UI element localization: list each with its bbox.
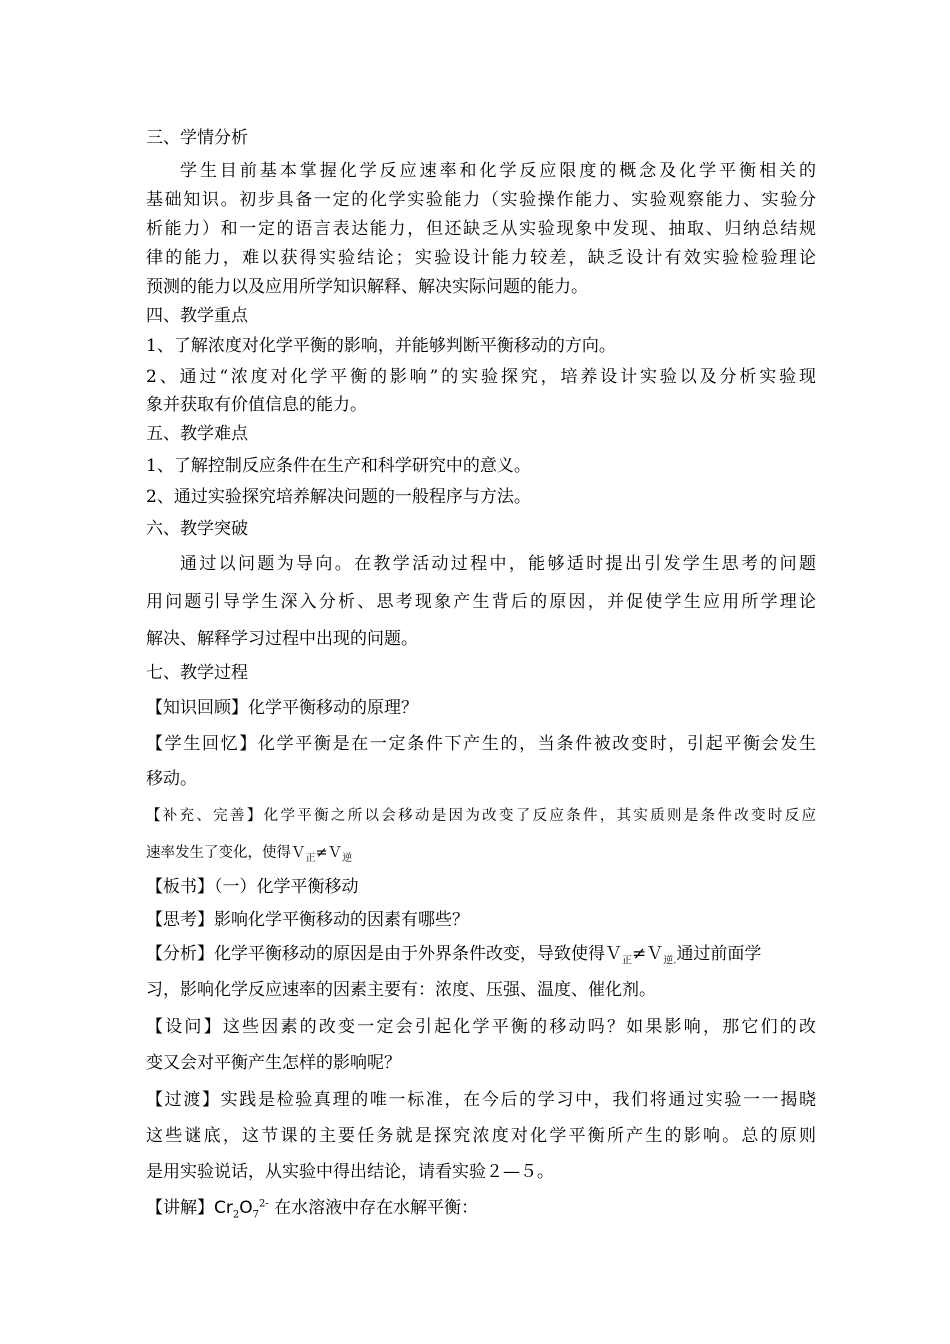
chromium-symbol: Cr: [214, 1198, 233, 1218]
analysis-forward-subscript: 正: [622, 955, 632, 967]
analysis-line-1-tail: 通过前面学: [676, 944, 762, 964]
board-writing: 【板书】（一）化学平衡移动: [146, 877, 359, 897]
supplement-line-2: [146, 842, 816, 864]
oxygen-symbol: O: [239, 1198, 253, 1218]
analysis-line-1: [146, 943, 816, 965]
section-6-heading: 六、教学突破: [146, 519, 248, 539]
section-3-paragraph-line-4: 律的能力，难以获得实验结论；实验设计能力较差，缺乏设计有效实验检验理论: [146, 248, 816, 268]
transition-line-3: 是用实验说话，从实验中得出结论，请看实验２—５。: [146, 1162, 554, 1182]
not-equal-symbol: ≠Ｖ: [315, 845, 343, 861]
supplement-line-1: 【补充、完善】化学平衡之所以会移动是因为改变了反应条件，其实质则是条件改变时反应: [146, 808, 816, 824]
section-6-paragraph-line-1: 通过以问题为导向。在教学活动过程中，能够适时提出引发学生思考的问题: [180, 554, 816, 574]
section-3-paragraph-line-3: 析能力）和一定的语言表达能力，但还缺乏从实验现象中发现、抽取、归纳总结规: [146, 219, 816, 239]
velocity-reverse-subscript: 逆: [342, 852, 353, 864]
student-recall-line-1: 【学生回忆】化学平衡是在一定条件下产生的，当条件被改变时，引起平衡会发生: [146, 734, 816, 754]
explanation-label: 【讲解】: [146, 1198, 214, 1218]
section-6-paragraph-line-2: 用问题引导学生深入分析、思考现象产生背后的原因，并促使学生应用所学理论: [146, 592, 816, 612]
question-line-2: 变又会对平衡产生怎样的影响呢？: [146, 1053, 401, 1073]
student-recall-line-2: 移动。: [146, 769, 197, 789]
section-3-paragraph-line-5: 预测的能力以及应用所学知识解释、解决实际问题的能力。: [146, 277, 588, 297]
transition-line-2: 这些谜底，这节课的主要任务就是探究浓度对化学平衡所产生的影响。总的原则: [146, 1126, 816, 1146]
transition-line-1: 【过渡】实践是检验真理的唯一标准，在今后的学习中，我们将通过实验一一揭晓: [146, 1090, 816, 1110]
section-4-item-2-line-1: 2、通过“浓度对化学平衡的影响”的实验探究，培养设计实验以及分析实验现: [146, 367, 816, 387]
oxygen-subscript: 7: [252, 1209, 259, 1221]
section-3-paragraph-line-2: 基础知识。初步具备一定的化学实验能力（实验操作能力、实验观察能力、实验分: [146, 190, 816, 210]
knowledge-review: 【知识回顾】化学平衡移动的原理？: [146, 698, 418, 718]
analysis-not-equal-symbol: ≠Ｖ: [632, 944, 664, 964]
analysis-line-2: 习，影响化学反应速率的因素主要有：浓度、压强、温度、催化剂。: [146, 980, 656, 1000]
section-4-item-1: 1、了解浓度对化学平衡的影响，并能够判断平衡移动的方向。: [146, 336, 616, 356]
explanation-tail: 在水溶液中存在水解平衡：: [268, 1198, 479, 1218]
charge-superscript: 2-: [259, 1198, 269, 1210]
analysis-reverse-subscript: 逆.: [663, 955, 677, 967]
section-3-heading: 三、学情分析: [146, 128, 248, 148]
supplement-line-2-text: 速率发生了变化，使得Ｖ: [146, 845, 306, 861]
section-4-item-2-line-2: 象并获取有价值信息的能力。: [146, 395, 367, 415]
section-4-heading: 四、教学重点: [146, 306, 248, 326]
thinking-question: 【思考】影响化学平衡移动的因素有哪些？: [146, 910, 469, 930]
section-5-heading: 五、教学难点: [146, 424, 248, 444]
section-5-item-1: 1、了解控制反应条件在生产和科学研究中的意义。: [146, 456, 531, 476]
section-6-paragraph-line-3: 解决、解释学习过程中出现的问题。: [146, 629, 418, 649]
section-5-item-2: 2、通过实验探究培养解决问题的一般程序与方法。: [146, 487, 531, 507]
explanation-line: [146, 1197, 816, 1219]
velocity-forward-subscript: 正: [305, 852, 316, 864]
chromium-subscript: 2: [232, 1209, 240, 1221]
section-7-heading: 七、教学过程: [146, 663, 248, 683]
question-line-1: 【设问】这些因素的改变一定会引起化学平衡的移动吗？如果影响，那它们的改: [146, 1017, 816, 1037]
analysis-line-1-text: 【分析】化学平衡移动的原因是由于外界条件改变，导致使得Ｖ: [146, 944, 622, 964]
section-3-paragraph-line-1: 学生目前基本掌握化学反应速率和化学反应限度的概念及化学平衡相关的: [180, 161, 816, 181]
